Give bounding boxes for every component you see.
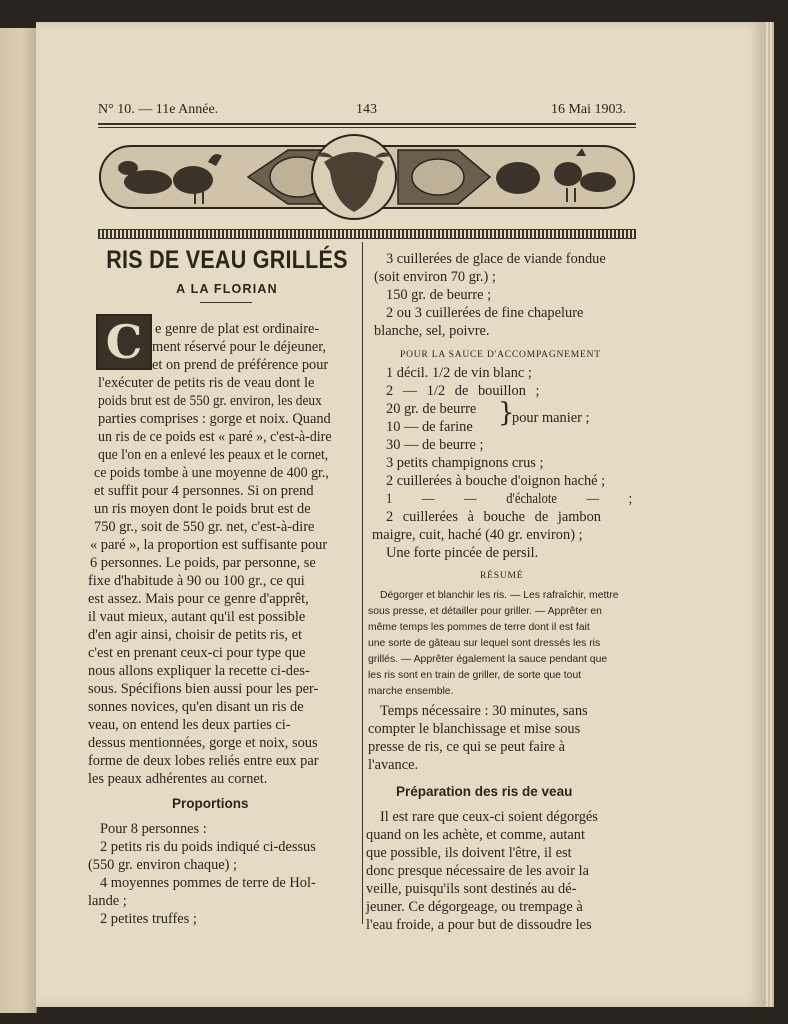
ingredient-line: 150 gr. de beurre ; (386, 287, 492, 303)
intro-line: parties comprises : gorge et noix. Quand (98, 411, 331, 427)
intro-line: et suffit pour 4 personnes. Si on prend (94, 483, 314, 499)
ingredient-line: (soit environ 70 gr.) ; (374, 269, 496, 285)
sauce-line: maigre, cuit, haché (40 gr. environ) ; (372, 527, 583, 543)
resume-line: marche ensemble. (368, 686, 454, 697)
time-line: l'avance. (368, 757, 419, 773)
intro-line: ment réservé pour le déjeuner, (152, 339, 327, 355)
page-stack-edge (764, 22, 774, 1007)
intro-line: et on prend de préférence pour (152, 357, 329, 373)
animals-engraving-banner (98, 132, 636, 222)
article-subtitle: A LA FLORIAN (176, 282, 278, 296)
resume-line: les ris sont en train de griller, de sorte que tout (368, 670, 582, 681)
ingredient-line: 3 cuillerées de glace de viande fondue (386, 251, 606, 267)
title-underline (200, 302, 252, 303)
intro-line: que l'on en a enlevé les peaux et le cornet, (98, 447, 329, 463)
ingredient-line: blanche, sel, poivre. (374, 323, 490, 339)
proportions-heading: Proportions (172, 796, 249, 811)
time-line: compter le blanchissage et mise sous (368, 721, 581, 737)
article-title: RIS DE VEAU GRILLÉS (106, 246, 348, 274)
proportions-line: 4 moyennes pommes de terre de Hol- (100, 875, 316, 891)
intro-line: 750 gr., soit de 550 gr. net, c'est-à-dire (94, 519, 315, 535)
proportions-line: 2 petites truffes ; (100, 911, 197, 927)
intro-line: ce poids tombe à une moyenne de 400 gr., (94, 465, 329, 481)
intro-line: l'exécuter de petits ris de veau dont le (98, 375, 315, 391)
proportions-line: (550 gr. environ chaque) ; (88, 857, 238, 873)
book-left-page-edge (0, 28, 37, 1013)
resume-heading: RÉSUMÉ (480, 571, 524, 581)
brace-glyph: } (498, 398, 515, 428)
intro-line: sous. Spécifions bien aussi pour les per- (88, 681, 319, 697)
issue-number: N° 10. — 11e Année. (98, 102, 219, 117)
issue-date: 16 Mai 1903. (550, 102, 626, 117)
intro-line: e genre de plat est ordinaire- (155, 321, 320, 337)
page-number: 143 (356, 102, 377, 117)
prep-line: l'eau froide, a pour but de dissoudre les (366, 917, 592, 933)
proportions-line: lande ; (88, 893, 127, 909)
intro-line: les peaux adhérentes au cornet. (88, 771, 268, 787)
prep-line: jeuner. Ce dégorgeage, ou trempage à (366, 899, 583, 915)
resume-line: sous presse, et détailler pour griller. — Apprêter en (368, 606, 602, 617)
sauce-line: 2 cuillerées à bouche d'oignon haché ; (386, 473, 606, 489)
intro-line: forme de deux lobes reliés entre eux par (88, 753, 319, 769)
intro-line: fixe d'habitude à 90 ou 100 gr., ce qui (88, 573, 305, 589)
sauce-line: 10 — de farine (386, 419, 473, 435)
time-line: Temps nécessaire : 30 minutes, sans (380, 703, 588, 719)
intro-line: un ris de ce poids est « paré », c'est-à-dire (98, 429, 332, 445)
resume-line: Dégorger et blanchir les ris. — Les rafraîchir, mettre (380, 590, 619, 601)
ingredient-line: 2 ou 3 cuillerées de fine chapelure (386, 305, 584, 321)
intro-line: il vaut mieux, autant qu'il est possible (88, 609, 306, 625)
resume-line: grillés. — Apprêter également la sauce pendant que (368, 654, 608, 665)
sauce-brace-label: pour manier ; (512, 410, 590, 426)
prep-line: veille, puisqu'ils sont destinés au dé- (366, 881, 577, 897)
prep-line: donc presque nécessaire de les avoir la (366, 863, 589, 879)
intro-line: est assez. Mais pour ce genre d'apprêt, (88, 591, 309, 607)
header-rule (98, 123, 636, 125)
page-header (98, 102, 638, 122)
intro-line: « paré », la proportion est suffisante pour (90, 537, 328, 553)
intro-line: d'en agir ainsi, choisir de petits ris, et (88, 627, 303, 643)
sauce-line: 30 — de beurre ; (386, 437, 484, 453)
intro-line: c'est en prenant ceux-ci pour type que (88, 645, 306, 661)
sauce-line: Une forte pincée de persil. (386, 545, 539, 561)
column-divider (362, 242, 363, 924)
proportions-line: Pour 8 personnes : (100, 821, 207, 837)
prep-line: que possible, ils doivent l'être, il est (366, 845, 572, 861)
sauce-heading: POUR LA SAUCE D'ACCOMPAGNEMENT (400, 350, 601, 360)
resume-line: une sorte de gâteau sur lequel sont dressés les ris (368, 638, 601, 649)
sauce-line: 2 — 1/2 de bouillon ; (386, 383, 540, 399)
intro-line: poids brut est de 550 gr. environ, les deux (98, 393, 322, 409)
sauce-line: 3 petits champignons crus ; (386, 455, 544, 471)
sauce-line: 1 décil. 1/2 de vin blanc ; (386, 365, 532, 381)
prep-line: Il est rare que ceux-ci soient dégorgés (380, 809, 598, 825)
sauce-line: 20 gr. de beurre (386, 401, 477, 417)
drop-cap: C (96, 314, 152, 370)
header-rule-thin (98, 127, 636, 128)
intro-line: nous allons expliquer la recette ci-des- (88, 663, 310, 679)
intro-line: dessus mentionnées, gorge et noix, sous (88, 735, 318, 751)
intro-line: 6 personnes. Le poids, par personne, se (90, 555, 316, 571)
sauce-line: 2 cuillerées à bouche de jambon (386, 509, 602, 525)
intro-line: un ris moyen dont le poids brut est de (94, 501, 311, 517)
preparation-heading: Préparation des ris de veau (396, 784, 573, 799)
banner-ornamental-rule (98, 229, 636, 239)
proportions-line: 2 petits ris du poids indiqué ci-dessus (100, 839, 316, 855)
prep-line: quand on les achète, et comme, autant (366, 827, 585, 843)
time-line: presse de ris, ce qui se peut faire à (368, 739, 565, 755)
resume-line: même temps les pommes de terre dont il est fait (368, 622, 590, 633)
intro-line: veau, on entend les deux parties ci- (88, 717, 291, 733)
intro-line: sonnes novices, qu'en disant un ris de (88, 699, 304, 715)
sauce-line: 1 — — d'échalote — ; (386, 491, 633, 507)
